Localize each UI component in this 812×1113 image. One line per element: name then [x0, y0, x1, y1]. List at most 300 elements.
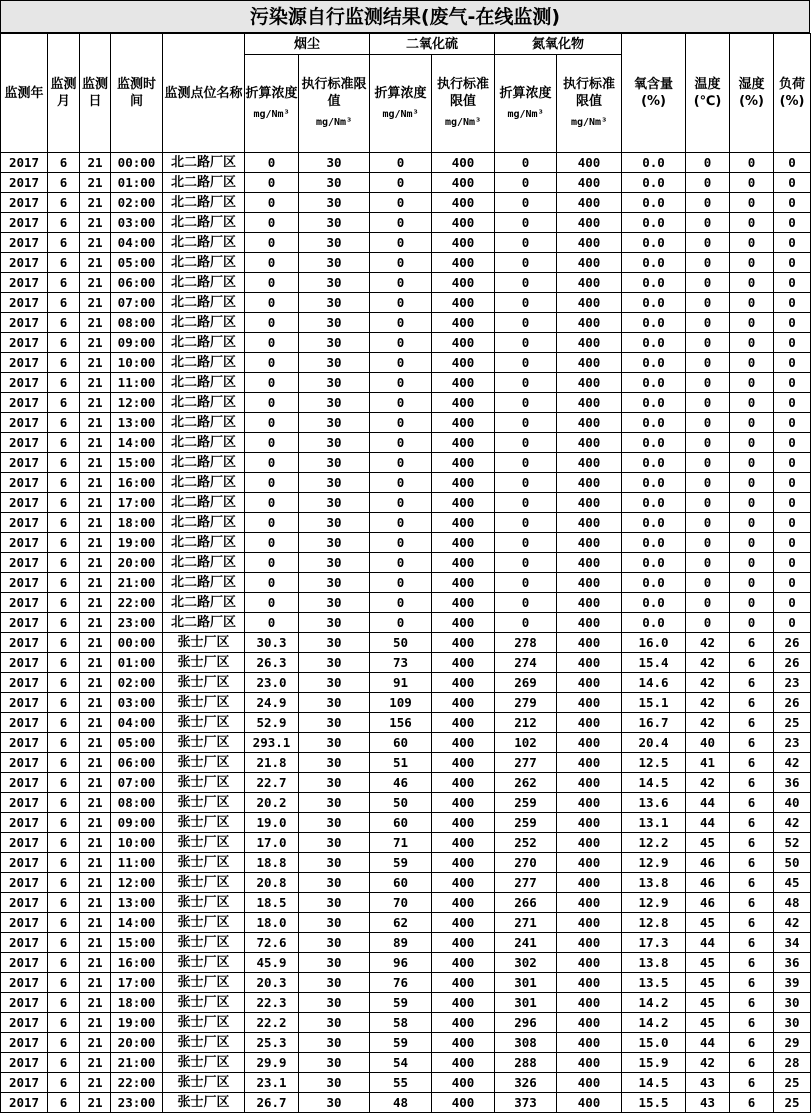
cell-year: 2017: [1, 693, 48, 713]
table-row: [1, 773, 811, 793]
cell-nox-conc: 0: [495, 193, 557, 213]
cell-temperature: 43: [686, 1073, 730, 1093]
unit-label: mg/Nm³: [570, 117, 608, 128]
cell-year: 2017: [1, 833, 48, 853]
cell-month: 6: [48, 233, 80, 253]
cell-load: 0: [774, 433, 811, 453]
cell-month: 6: [48, 473, 80, 493]
cell-temperature: 0: [686, 173, 730, 193]
cell-dust-conc: 0: [245, 393, 299, 413]
cell-nox-limit: 400: [557, 553, 622, 573]
cell-temperature: 45: [686, 993, 730, 1013]
cell-nox-limit: 400: [557, 573, 622, 593]
cell-nox-limit: 400: [557, 373, 622, 393]
cell-year: 2017: [1, 893, 48, 913]
cell-dust-limit: 30: [299, 353, 370, 373]
cell-oxygen: 0.0: [622, 233, 686, 253]
cell-humidity: 6: [730, 833, 774, 853]
cell-temperature: 0: [686, 413, 730, 433]
cell-so2-limit: 400: [432, 633, 495, 653]
cell-dust-conc: 45.9: [245, 953, 299, 973]
cell-time: 13:00: [111, 413, 163, 433]
cell-so2-limit: 400: [432, 973, 495, 993]
cell-month: 6: [48, 673, 80, 693]
cell-so2-limit: 400: [432, 1073, 495, 1093]
cell-nox-conc: 277: [495, 753, 557, 773]
cell-humidity: 0: [730, 313, 774, 333]
table-row: [1, 913, 811, 933]
cell-site: 北二路厂区: [163, 533, 245, 553]
cell-temperature: 41: [686, 753, 730, 773]
cell-so2-conc: 0: [370, 493, 432, 513]
cell-day: 21: [80, 1053, 111, 1073]
cell-temperature: 0: [686, 333, 730, 353]
cell-dust-conc: 20.3: [245, 973, 299, 993]
cell-month: 6: [48, 253, 80, 273]
cell-humidity: 6: [730, 653, 774, 673]
cell-day: 21: [80, 433, 111, 453]
cell-year: 2017: [1, 913, 48, 933]
cell-nox-conc: 0: [495, 273, 557, 293]
cell-site: 北二路厂区: [163, 393, 245, 413]
cell-dust-limit: 30: [299, 673, 370, 693]
cell-site: 张士厂区: [163, 693, 245, 713]
cell-nox-conc: 301: [495, 993, 557, 1013]
cell-nox-conc: 259: [495, 793, 557, 813]
cell-site: 张士厂区: [163, 1073, 245, 1093]
table-row: [1, 973, 811, 993]
cell-dust-limit: 30: [299, 513, 370, 533]
cell-day: 21: [80, 413, 111, 433]
cell-temperature: 0: [686, 613, 730, 633]
cell-load: 36: [774, 953, 811, 973]
cell-dust-conc: 0: [245, 233, 299, 253]
cell-site: 张士厂区: [163, 973, 245, 993]
cell-year: 2017: [1, 873, 48, 893]
cell-load: 0: [774, 533, 811, 553]
cell-so2-limit: 400: [432, 693, 495, 713]
cell-day: 21: [80, 853, 111, 873]
cell-dust-limit: 30: [299, 1053, 370, 1073]
cell-so2-conc: 59: [370, 993, 432, 1013]
table-row: [1, 813, 811, 833]
cell-site: 张士厂区: [163, 753, 245, 773]
cell-year: 2017: [1, 553, 48, 573]
cell-day: 21: [80, 753, 111, 773]
cell-humidity: 6: [730, 793, 774, 813]
cell-nox-limit: 400: [557, 273, 622, 293]
cell-day: 21: [80, 653, 111, 673]
cell-nox-conc: 0: [495, 613, 557, 633]
cell-time: 09:00: [111, 333, 163, 353]
table-row: [1, 313, 811, 333]
cell-nox-limit: 400: [557, 173, 622, 193]
cell-site: 北二路厂区: [163, 313, 245, 333]
cell-day: 21: [80, 673, 111, 693]
cell-so2-conc: 71: [370, 833, 432, 853]
cell-month: 6: [48, 1073, 80, 1093]
cell-day: 21: [80, 293, 111, 313]
cell-so2-conc: 0: [370, 373, 432, 393]
cell-nox-conc: 0: [495, 173, 557, 193]
table-body: [1, 153, 811, 1113]
cell-year: 2017: [1, 473, 48, 493]
cell-site: 北二路厂区: [163, 293, 245, 313]
cell-nox-conc: 373: [495, 1093, 557, 1113]
cell-temperature: 46: [686, 893, 730, 913]
cell-nox-limit: 400: [557, 633, 622, 653]
cell-site: 北二路厂区: [163, 273, 245, 293]
cell-temperature: 45: [686, 913, 730, 933]
cell-temperature: 0: [686, 393, 730, 413]
cell-load: 0: [774, 613, 811, 633]
cell-year: 2017: [1, 293, 48, 313]
cell-load: 23: [774, 733, 811, 753]
cell-oxygen: 0.0: [622, 433, 686, 453]
cell-dust-conc: 52.9: [245, 713, 299, 733]
cell-nox-conc: 0: [495, 253, 557, 273]
cell-humidity: 6: [730, 1053, 774, 1073]
cell-site: 张士厂区: [163, 733, 245, 753]
cell-dust-limit: 30: [299, 1033, 370, 1053]
cell-so2-limit: 400: [432, 853, 495, 873]
cell-load: 0: [774, 553, 811, 573]
cell-so2-conc: 48: [370, 1093, 432, 1113]
cell-nox-conc: 277: [495, 873, 557, 893]
cell-time: 05:00: [111, 253, 163, 273]
cell-so2-limit: 400: [432, 1053, 495, 1073]
cell-so2-conc: 91: [370, 673, 432, 693]
cell-year: 2017: [1, 633, 48, 653]
cell-humidity: 0: [730, 613, 774, 633]
cell-oxygen: 0.0: [622, 313, 686, 333]
cell-so2-conc: 50: [370, 793, 432, 813]
cell-nox-limit: 400: [557, 753, 622, 773]
cell-nox-conc: 0: [495, 593, 557, 613]
cell-dust-conc: 0: [245, 173, 299, 193]
cell-dust-conc: 18.0: [245, 913, 299, 933]
table-row: [1, 873, 811, 893]
cell-year: 2017: [1, 433, 48, 453]
table-row: [1, 613, 811, 633]
cell-day: 21: [80, 693, 111, 713]
header-load: 负荷(%): [774, 34, 811, 153]
cell-dust-limit: 30: [299, 433, 370, 453]
cell-load: 34: [774, 933, 811, 953]
header-time: 监测时间: [111, 34, 163, 153]
unit-label: mg/Nm³: [507, 108, 544, 120]
cell-year: 2017: [1, 793, 48, 813]
cell-load: 0: [774, 273, 811, 293]
cell-so2-conc: 0: [370, 393, 432, 413]
cell-site: 张士厂区: [163, 673, 245, 693]
cell-load: 0: [774, 213, 811, 233]
table-row: [1, 253, 811, 273]
table-row: [1, 713, 811, 733]
cell-so2-conc: 70: [370, 893, 432, 913]
cell-oxygen: 15.0: [622, 1033, 686, 1053]
cell-month: 6: [48, 173, 80, 193]
table-row: [1, 193, 811, 213]
cell-so2-limit: 400: [432, 193, 495, 213]
header-nox-conc: [495, 55, 557, 153]
cell-humidity: 6: [730, 893, 774, 913]
cell-day: 21: [80, 393, 111, 413]
table-row: [1, 553, 811, 573]
cell-month: 6: [48, 653, 80, 673]
cell-day: 21: [80, 953, 111, 973]
cell-time: 08:00: [111, 313, 163, 333]
cell-so2-limit: 400: [432, 733, 495, 753]
cell-load: 28: [774, 1053, 811, 1073]
cell-nox-limit: 400: [557, 853, 622, 873]
cell-dust-conc: 0: [245, 433, 299, 453]
cell-dust-conc: 0: [245, 613, 299, 633]
table-row: [1, 153, 811, 173]
cell-dust-limit: 30: [299, 833, 370, 853]
cell-nox-conc: 274: [495, 653, 557, 673]
cell-oxygen: 0.0: [622, 373, 686, 393]
cell-temperature: 45: [686, 953, 730, 973]
cell-time: 12:00: [111, 873, 163, 893]
cell-day: 21: [80, 1013, 111, 1033]
cell-time: 03:00: [111, 693, 163, 713]
cell-nox-limit: 400: [557, 333, 622, 353]
cell-month: 6: [48, 713, 80, 733]
table-row: [1, 533, 811, 553]
cell-load: 0: [774, 593, 811, 613]
cell-so2-limit: 400: [432, 573, 495, 593]
cell-year: 2017: [1, 173, 48, 193]
cell-so2-conc: 96: [370, 953, 432, 973]
cell-dust-conc: 0: [245, 273, 299, 293]
cell-so2-conc: 0: [370, 473, 432, 493]
cell-oxygen: 14.2: [622, 993, 686, 1013]
cell-year: 2017: [1, 373, 48, 393]
cell-load: 39: [774, 973, 811, 993]
cell-oxygen: 20.4: [622, 733, 686, 753]
cell-so2-conc: 55: [370, 1073, 432, 1093]
cell-site: 张士厂区: [163, 1013, 245, 1033]
cell-nox-conc: 326: [495, 1073, 557, 1093]
header-dust-conc: [245, 55, 299, 153]
cell-day: 21: [80, 613, 111, 633]
cell-dust-limit: 30: [299, 713, 370, 733]
table-row: [1, 293, 811, 313]
conc-label: 折算浓度: [499, 85, 552, 101]
cell-nox-limit: 400: [557, 833, 622, 853]
cell-so2-limit: 400: [432, 473, 495, 493]
cell-site: 张士厂区: [163, 773, 245, 793]
cell-humidity: 6: [730, 713, 774, 733]
cell-year: 2017: [1, 933, 48, 953]
cell-load: 0: [774, 233, 811, 253]
cell-site: 北二路厂区: [163, 373, 245, 393]
cell-so2-limit: 400: [432, 953, 495, 973]
cell-month: 6: [48, 973, 80, 993]
cell-nox-conc: 0: [495, 433, 557, 453]
cell-so2-conc: 0: [370, 553, 432, 573]
cell-oxygen: 14.5: [622, 773, 686, 793]
header-site: 监测点位名称: [163, 34, 245, 153]
cell-load: 0: [774, 193, 811, 213]
cell-oxygen: 13.6: [622, 793, 686, 813]
cell-temperature: 42: [686, 653, 730, 673]
header-oxygen: 氧含量(%): [622, 34, 686, 153]
table-row: [1, 493, 811, 513]
cell-so2-limit: 400: [432, 813, 495, 833]
cell-so2-conc: 50: [370, 633, 432, 653]
cell-day: 21: [80, 633, 111, 653]
cell-humidity: 0: [730, 373, 774, 393]
cell-so2-conc: 0: [370, 533, 432, 553]
cell-so2-conc: 60: [370, 733, 432, 753]
cell-time: 06:00: [111, 273, 163, 293]
cell-so2-limit: 400: [432, 173, 495, 193]
cell-day: 21: [80, 1033, 111, 1053]
cell-day: 21: [80, 453, 111, 473]
cell-nox-conc: 241: [495, 933, 557, 953]
cell-temperature: 42: [686, 713, 730, 733]
cell-dust-limit: 30: [299, 273, 370, 293]
cell-site: 北二路厂区: [163, 473, 245, 493]
cell-site: 张士厂区: [163, 1093, 245, 1113]
cell-nox-conc: 301: [495, 973, 557, 993]
cell-day: 21: [80, 733, 111, 753]
table-row: [1, 673, 811, 693]
cell-humidity: 6: [730, 813, 774, 833]
cell-dust-limit: 30: [299, 933, 370, 953]
cell-oxygen: 17.3: [622, 933, 686, 953]
cell-temperature: 0: [686, 493, 730, 513]
cell-dust-limit: 30: [299, 753, 370, 773]
cell-time: 16:00: [111, 473, 163, 493]
cell-humidity: 0: [730, 433, 774, 453]
cell-time: 08:00: [111, 793, 163, 813]
cell-month: 6: [48, 213, 80, 233]
cell-time: 15:00: [111, 453, 163, 473]
cell-dust-conc: 0: [245, 493, 299, 513]
cell-time: 13:00: [111, 893, 163, 913]
cell-site: 张士厂区: [163, 633, 245, 653]
cell-nox-limit: 400: [557, 313, 622, 333]
cell-nox-conc: 259: [495, 813, 557, 833]
cell-time: 01:00: [111, 653, 163, 673]
cell-oxygen: 15.4: [622, 653, 686, 673]
cell-so2-limit: 400: [432, 873, 495, 893]
cell-dust-conc: 20.2: [245, 793, 299, 813]
cell-day: 21: [80, 173, 111, 193]
cell-load: 0: [774, 173, 811, 193]
cell-dust-limit: 30: [299, 793, 370, 813]
cell-month: 6: [48, 513, 80, 533]
cell-nox-limit: 400: [557, 1073, 622, 1093]
header-so2-limit: [432, 55, 495, 153]
cell-time: 17:00: [111, 493, 163, 513]
cell-dust-conc: 26.3: [245, 653, 299, 673]
cell-temperature: 42: [686, 633, 730, 653]
cell-nox-conc: 0: [495, 393, 557, 413]
cell-time: 21:00: [111, 573, 163, 593]
cell-load: 25: [774, 1073, 811, 1093]
cell-temperature: 0: [686, 293, 730, 313]
cell-temperature: 0: [686, 473, 730, 493]
cell-oxygen: 0.0: [622, 493, 686, 513]
cell-so2-conc: 76: [370, 973, 432, 993]
cell-dust-limit: 30: [299, 373, 370, 393]
cell-site: 张士厂区: [163, 813, 245, 833]
cell-so2-limit: 400: [432, 533, 495, 553]
cell-oxygen: 15.9: [622, 1053, 686, 1073]
cell-day: 21: [80, 473, 111, 493]
cell-month: 6: [48, 453, 80, 473]
cell-so2-limit: 400: [432, 373, 495, 393]
cell-so2-conc: 59: [370, 1033, 432, 1053]
table-row: [1, 473, 811, 493]
cell-time: 06:00: [111, 753, 163, 773]
cell-day: 21: [80, 213, 111, 233]
table-row: [1, 273, 811, 293]
cell-humidity: 0: [730, 533, 774, 553]
cell-nox-limit: 400: [557, 533, 622, 553]
table-row: [1, 1033, 811, 1053]
cell-time: 17:00: [111, 973, 163, 993]
cell-nox-limit: 400: [557, 813, 622, 833]
cell-dust-conc: 20.8: [245, 873, 299, 893]
cell-day: 21: [80, 773, 111, 793]
cell-load: 36: [774, 773, 811, 793]
cell-dust-limit: 30: [299, 973, 370, 993]
cell-humidity: 0: [730, 473, 774, 493]
cell-dust-limit: 30: [299, 913, 370, 933]
cell-nox-limit: 400: [557, 873, 622, 893]
cell-month: 6: [48, 313, 80, 333]
cell-temperature: 42: [686, 693, 730, 713]
cell-year: 2017: [1, 233, 48, 253]
cell-nox-conc: 0: [495, 313, 557, 333]
cell-dust-conc: 0: [245, 593, 299, 613]
cell-nox-limit: 400: [557, 413, 622, 433]
cell-dust-limit: 30: [299, 593, 370, 613]
cell-humidity: 6: [730, 633, 774, 653]
cell-site: 北二路厂区: [163, 333, 245, 353]
cell-site: 张士厂区: [163, 1033, 245, 1053]
cell-time: 07:00: [111, 773, 163, 793]
cell-oxygen: 0.0: [622, 273, 686, 293]
cell-temperature: 44: [686, 813, 730, 833]
cell-load: 29: [774, 1033, 811, 1053]
cell-month: 6: [48, 853, 80, 873]
cell-site: 北二路厂区: [163, 153, 245, 173]
cell-dust-limit: 30: [299, 1073, 370, 1093]
cell-dust-conc: 0: [245, 193, 299, 213]
cell-month: 6: [48, 413, 80, 433]
cell-dust-limit: 30: [299, 473, 370, 493]
cell-so2-limit: 400: [432, 933, 495, 953]
cell-year: 2017: [1, 993, 48, 1013]
cell-month: 6: [48, 273, 80, 293]
table-row: [1, 333, 811, 353]
cell-site: 北二路厂区: [163, 193, 245, 213]
cell-oxygen: 0.0: [622, 513, 686, 533]
cell-year: 2017: [1, 853, 48, 873]
cell-temperature: 40: [686, 733, 730, 753]
cell-nox-conc: 0: [495, 473, 557, 493]
unit-label: mg/Nm³: [315, 117, 353, 128]
table-row: [1, 353, 811, 373]
cell-year: 2017: [1, 213, 48, 233]
unit-label: mg/Nm³: [382, 108, 419, 120]
